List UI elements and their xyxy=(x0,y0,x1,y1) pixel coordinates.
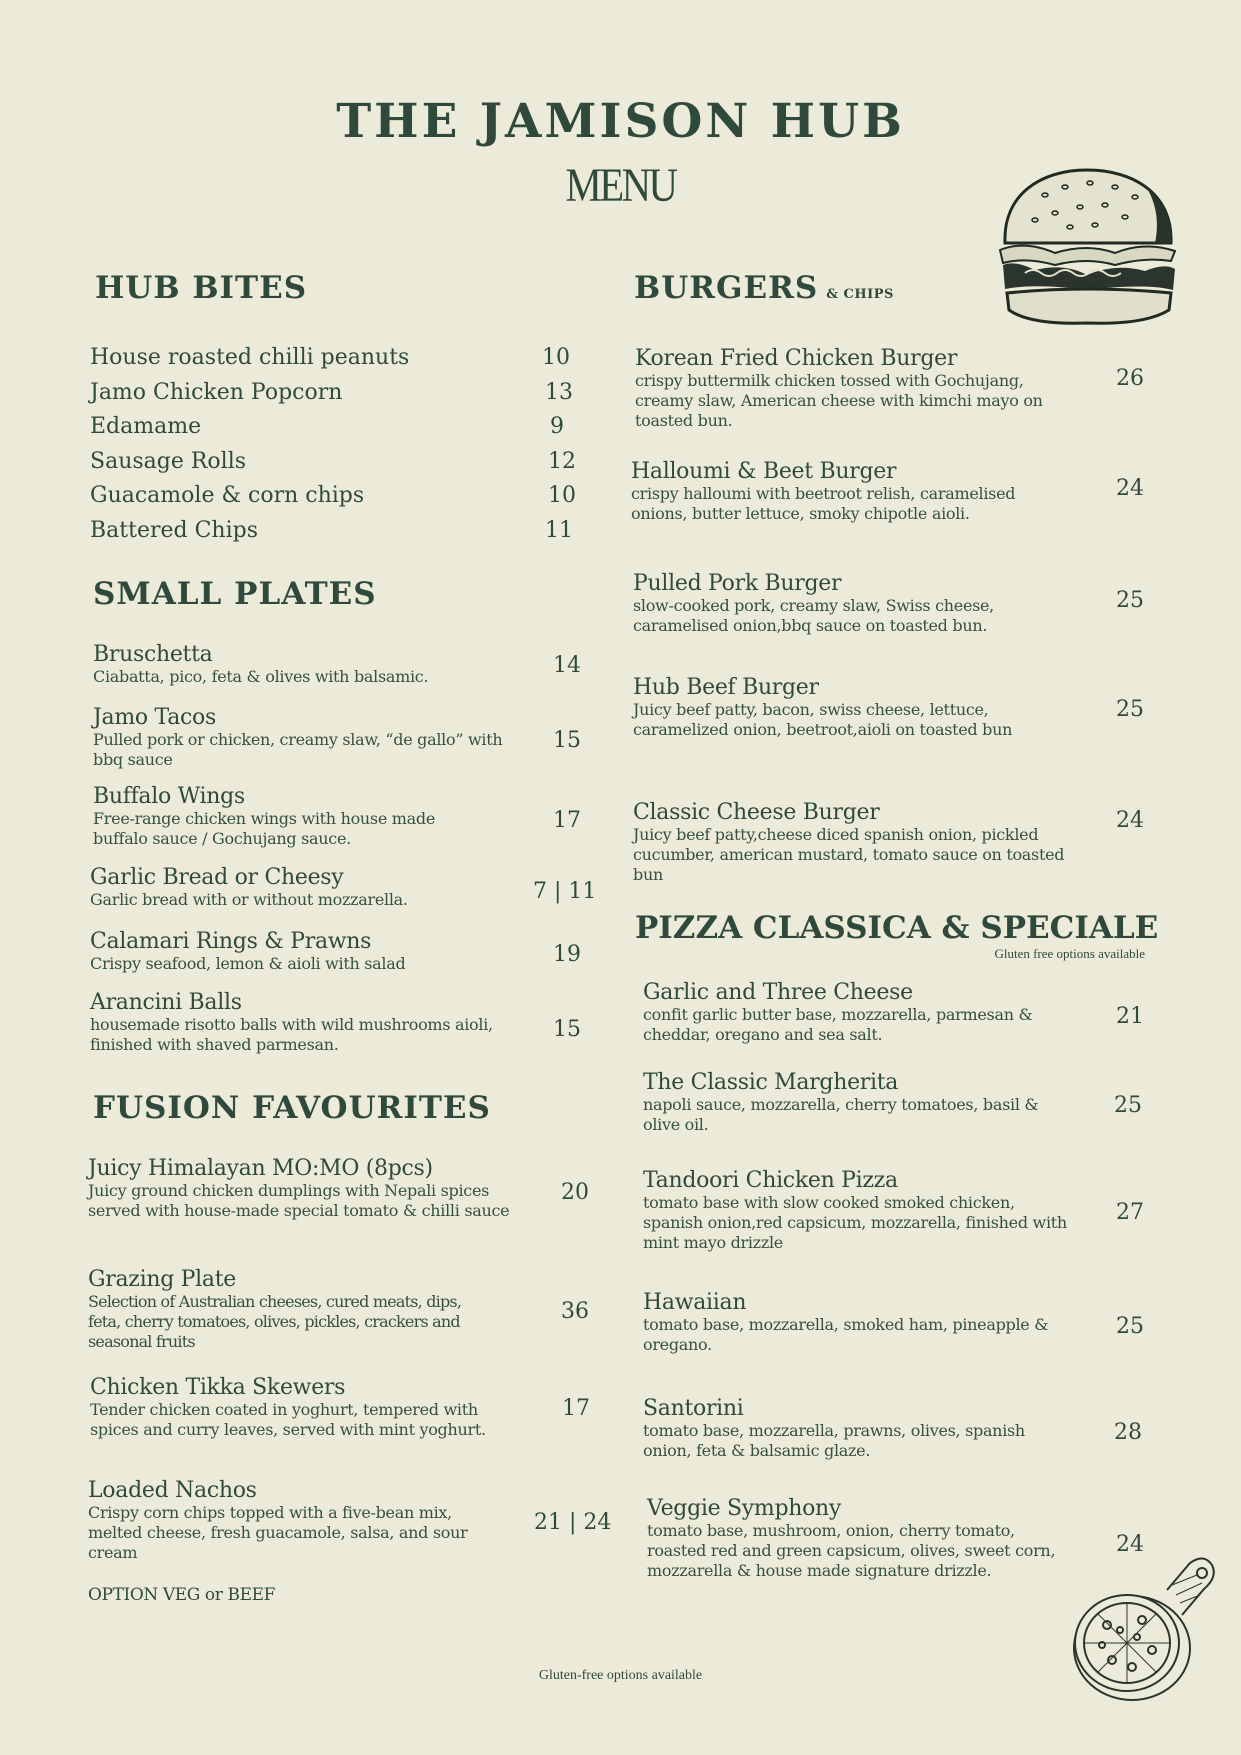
menu-item xyxy=(90,865,520,910)
item-name: Grazing Plate xyxy=(88,1267,236,1292)
item-price: 15 xyxy=(553,1017,581,1042)
item-description: Crispy seafood, lemon & aioli with salad xyxy=(90,954,406,973)
item-price: 9 xyxy=(550,414,564,439)
menu-item xyxy=(633,675,1038,740)
item-description: Free-range chicken wings with house made buffalo sauce / Gochujang sauce. xyxy=(93,809,436,848)
menu-item xyxy=(643,1070,1063,1135)
item-price: 19 xyxy=(553,942,581,967)
item-name: Garlic and Three Cheese xyxy=(643,980,913,1005)
menu-item xyxy=(90,445,590,480)
item-price: 10 xyxy=(542,345,570,370)
item-description: Selection of Australian cheeses, cured meats, dips, feta, cherry tomatoes, olives, pickles, crackers and seasonal fruits xyxy=(88,1292,462,1351)
item-name: Jamo Chicken Popcorn xyxy=(90,379,343,405)
menu-item xyxy=(90,514,590,549)
menu-item xyxy=(90,929,520,974)
section-title-small-plates: SMALL PLATES xyxy=(93,576,377,612)
item-description: Tender chicken coated in yoghurt, tempered with spices and curry leaves, served with mint yoghurt. xyxy=(90,1400,486,1439)
item-description: Pulled pork or chicken, creamy slaw, “de gallo” with bbq sauce xyxy=(93,730,503,769)
item-description: Ciabatta, pico, feta & olives with balsamic. xyxy=(93,667,429,686)
footer-gluten-note: Gluten-free options available xyxy=(538,1668,703,1683)
item-price: 24 xyxy=(1116,476,1144,501)
menu-subtitle: MENU xyxy=(565,159,676,212)
section-title-fusion-favourites: FUSION FAVOURITES xyxy=(93,1090,491,1126)
item-description: Juicy beef patty,cheese diced spanish onion, pickled cucumber, american mustard, tomato sauce on toasted bun xyxy=(633,825,1065,884)
item-price: 24 xyxy=(1116,808,1144,833)
item-description: Juicy ground chicken dumplings with Nepali spices served with house-made special tomato & chilli sauce xyxy=(88,1181,510,1220)
item-name: Jamo Tacos xyxy=(93,705,216,730)
burgers-title: BURGERS xyxy=(634,270,819,306)
menu-item xyxy=(88,1478,503,1563)
item-price: 14 xyxy=(553,653,581,678)
item-price: 25 xyxy=(1116,588,1144,613)
item-price: 17 xyxy=(562,1396,590,1421)
option-note: OPTION VEG or BEEF xyxy=(88,1585,275,1605)
item-name: Chicken Tikka Skewers xyxy=(90,1375,346,1400)
item-price: 25 xyxy=(1116,1314,1144,1339)
menu-item xyxy=(90,341,590,376)
item-name: Buffalo Wings xyxy=(93,784,245,809)
item-name: Edamame xyxy=(90,414,202,439)
menu-item xyxy=(88,1156,538,1221)
item-name: Santorini xyxy=(643,1396,744,1421)
item-price: 24 xyxy=(1116,1532,1144,1557)
menu-item xyxy=(88,1267,488,1352)
item-name: Hawaiian xyxy=(643,1290,747,1315)
menu-item xyxy=(633,800,1093,885)
item-name: Guacamole & corn chips xyxy=(90,483,365,508)
menu-item xyxy=(93,705,523,770)
item-price: 12 xyxy=(548,448,576,474)
item-description: Garlic bread with or without mozzarella. xyxy=(90,890,408,909)
section-title-hub-bites: HUB BITES xyxy=(95,270,308,306)
menu-item xyxy=(643,1168,1073,1253)
item-description: Juicy beef patty, bacon, swiss cheese, lettuce, caramelized onion, beetroot,aioli on toasted bun xyxy=(633,700,1013,739)
menu-item xyxy=(647,1496,1067,1581)
menu-item xyxy=(643,980,1063,1045)
item-price: 21 xyxy=(1116,1004,1144,1029)
section-title-pizza: PIZZA CLASSICA & SPECIALE xyxy=(635,910,1159,946)
pizza-gluten-note: Gluten free options available xyxy=(994,946,1145,961)
item-description: Crispy corn chips topped with a five-bean mix, melted cheese, fresh guacamole, salsa, and sour cream xyxy=(88,1503,468,1562)
item-name: Korean Fried Chicken Burger xyxy=(635,346,958,371)
item-name: The Classic Margherita xyxy=(643,1070,899,1095)
section-title-burgers xyxy=(634,268,894,315)
item-description: tomato base, mozzarella, smoked ham, pineapple & oregano. xyxy=(643,1315,1049,1354)
item-name: Calamari Rings & Prawns xyxy=(90,929,372,954)
item-description: crispy halloumi with beetroot relish, caramelised onions, butter lettuce, smoky chipotle aioli. xyxy=(631,484,1016,523)
item-description: tomato base, mozzarella, prawns, olives, spanish onion, feta & balsamic glaze. xyxy=(643,1421,1025,1460)
item-price: 26 xyxy=(1116,366,1144,391)
menu-item xyxy=(93,784,453,849)
item-description: confit garlic butter base, mozzarella, parmesan & cheddar, oregano and sea salt. xyxy=(643,1005,1033,1044)
burger-illustration-icon xyxy=(995,165,1180,325)
item-name: Garlic Bread or Cheesy xyxy=(90,865,344,890)
item-name: House roasted chilli peanuts xyxy=(90,345,410,370)
item-price: 15 xyxy=(553,728,581,753)
item-name: Classic Cheese Burger xyxy=(633,800,880,825)
item-price: 11 xyxy=(545,517,573,543)
menu-item xyxy=(643,1396,1073,1461)
item-price: 7 | 11 xyxy=(533,879,597,904)
menu-item xyxy=(631,459,1051,524)
item-price: 28 xyxy=(1114,1420,1142,1445)
hub-bites-list xyxy=(90,341,590,548)
item-name: Juicy Himalayan MO:MO (8pcs) xyxy=(88,1156,433,1181)
item-price: 36 xyxy=(561,1299,589,1324)
item-description: napoli sauce, mozzarella, cherry tomatoes, basil & olive oil. xyxy=(643,1095,1039,1134)
item-name: Pulled Pork Burger xyxy=(633,571,842,596)
item-price: 10 xyxy=(548,483,576,508)
item-description: crispy buttermilk chicken tossed with Gochujang, creamy slaw, American cheese with kimchi mayo on toasted bun. xyxy=(635,371,1043,430)
menu-item xyxy=(633,571,1053,636)
item-price: 13 xyxy=(545,379,573,405)
item-name: Veggie Symphony xyxy=(647,1496,842,1521)
menu-item xyxy=(90,376,590,411)
item-description: housemade risotto balls with wild mushrooms aioli, finished with shaved parmesan. xyxy=(90,1015,493,1054)
menu-item xyxy=(90,479,590,514)
item-name: Sausage Rolls xyxy=(90,448,247,474)
item-price: 25 xyxy=(1116,697,1144,722)
menu-item xyxy=(90,1375,490,1440)
item-description: tomato base, mushroom, onion, cherry tomato, roasted red and green capsicum, olives, sweet corn, mozzarella & house made signature drizzle. xyxy=(647,1521,1056,1580)
item-description: slow-cooked pork, creamy slaw, Swiss cheese, caramelised onion,bbq sauce on toasted bun. xyxy=(633,596,994,635)
item-name: Loaded Nachos xyxy=(88,1478,257,1503)
menu-item xyxy=(635,346,1075,431)
item-name: Battered Chips xyxy=(90,517,259,543)
menu-item xyxy=(90,990,510,1055)
item-name: Halloumi & Beet Burger xyxy=(631,459,897,484)
item-price: 25 xyxy=(1114,1093,1142,1118)
menu-item xyxy=(90,410,590,445)
burgers-title-suffix: & CHIPS xyxy=(826,287,894,302)
restaurant-name: THE JAMISON HUB xyxy=(336,94,905,149)
menu-item xyxy=(93,642,513,687)
item-name: Bruschetta xyxy=(93,642,213,667)
item-name: Arancini Balls xyxy=(90,990,242,1015)
item-name: Tandoori Chicken Pizza xyxy=(643,1168,898,1193)
item-price: 17 xyxy=(553,808,581,833)
item-price: 27 xyxy=(1116,1200,1144,1225)
item-description: tomato base with slow cooked smoked chicken, spanish onion,red capsicum, mozzarella, finished with mint mayo drizzle xyxy=(643,1193,1067,1252)
item-price: 20 xyxy=(561,1180,589,1205)
menu-item xyxy=(643,1290,1063,1355)
item-name: Hub Beef Burger xyxy=(633,675,819,700)
item-price: 21 | 24 xyxy=(534,1510,612,1535)
